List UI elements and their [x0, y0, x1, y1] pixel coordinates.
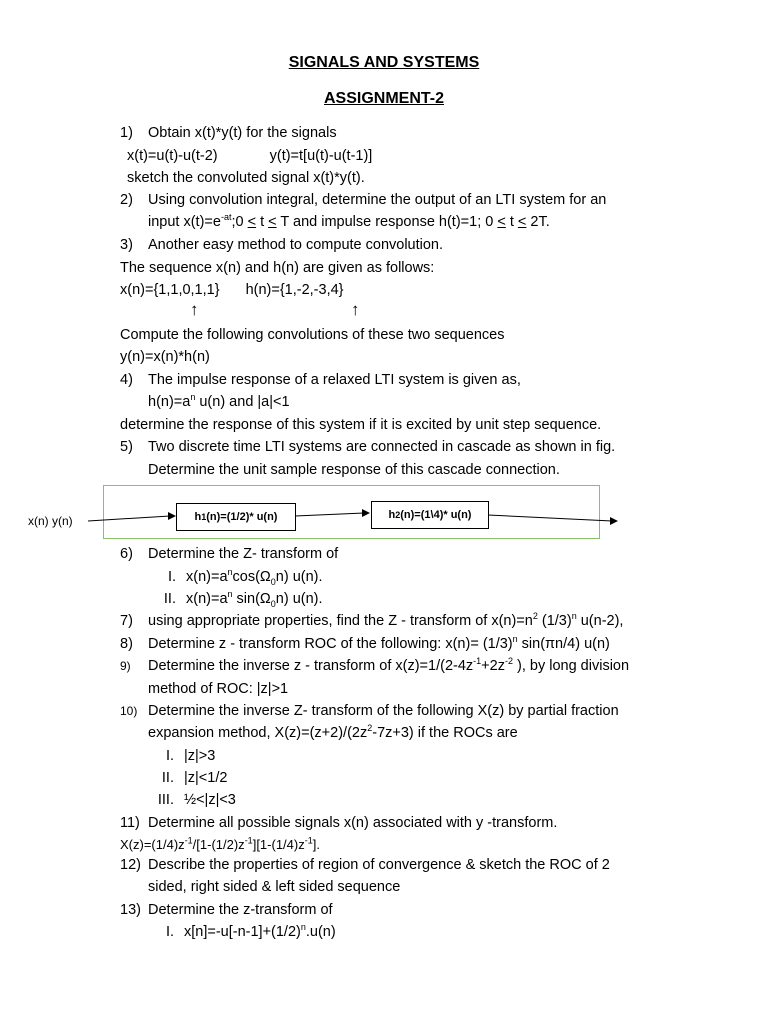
q13-number: 13) — [120, 902, 141, 918]
q10-number: 10) — [120, 704, 138, 718]
q8-number: 8) — [120, 636, 133, 652]
q6-line1: 6) Determine the Z- transform of — [120, 546, 339, 562]
q12-line1: 12) Describe the properties of region of convergence & sketch the ROC of 2 — [120, 857, 610, 873]
q12-line2: sided, right sided & left sided sequence — [148, 879, 401, 895]
h-origin-arrow-icon: ↑ — [351, 300, 360, 319]
q3-line5: y(n)=x(n)*h(n) — [120, 349, 210, 365]
q6-number: 6) — [120, 546, 133, 562]
diagram-input-label: x(n) y(n) — [28, 514, 73, 528]
q10-item-i: I. |z|>3 — [165, 748, 216, 764]
h1-block: h 1 (n)=(1/2)* u(n) — [176, 503, 296, 531]
h2-block: h 2 (n)=(1\4)* u(n) — [371, 501, 489, 529]
q10-item-iii: III. ½<|z|<3 — [157, 792, 236, 808]
q3-line2: The sequence x(n) and h(n) are given as follows: — [120, 260, 435, 276]
q2-line1: 2) Using convolution integral, determine the output of an LTI system for an — [120, 192, 607, 208]
q11-line2: $X(z)=(1/4)z^{-1}/[1-(1/2)z^{-1}][1-(1/4)z^{-1}]$. — [120, 835, 320, 852]
document-subtitle: ASSIGNMENT-2 — [323, 90, 444, 107]
q10-line2: expansion method, $X(z)=(z+2)/(2z^2-7z+3)$ if the ROCs are — [148, 723, 518, 741]
middle-wire — [295, 513, 364, 516]
output-arrowhead-icon — [610, 517, 618, 525]
document-title: SIGNALS AND SYSTEMS — [288, 54, 480, 71]
q2-line2: input $x(t)=e^{-at};0 < t < T$ and impulse response h(t)=1; 0 < t < 2T. — [148, 212, 550, 230]
input-arrowhead-icon — [168, 512, 176, 520]
q1-number: 1) — [120, 125, 133, 141]
q6-item-i: I. $x(n)=a^n\cos(\Omega_0n)$ u(n). — [167, 567, 323, 587]
h-sequence: h(n)={1,-2,-3,4} — [245, 282, 344, 298]
middle-arrowhead-icon — [362, 509, 370, 517]
q7-number: 7) — [120, 613, 133, 629]
q9-line2: method of ROC: |z|>1 — [148, 681, 289, 697]
q6-item-ii: II. $x(n)=a^n$ $\sin(\Omega_0n)$ u(n). — [163, 589, 323, 609]
q12-number: 12) — [120, 857, 141, 873]
q5-number: 5) — [120, 439, 133, 455]
q4-number: 4) — [120, 372, 133, 388]
q3-line4: Compute the following convolutions of these two sequences — [120, 327, 505, 343]
q10-line1: 10) Determine the inverse Z- transform of the following X(z) by partial fraction — [120, 703, 619, 719]
x-sequence: x(n)={1,1,0,1,1} — [120, 282, 220, 298]
q4-line2: $h(n)=a^n$ u(n) and |a|<1 — [148, 392, 290, 410]
q11-line1: 11) Determine all possible signals x(n) associated with y -transform. — [120, 815, 558, 831]
x-origin-arrow-icon: ↑ — [190, 300, 199, 319]
q4-line1: 4) The impulse response of a relaxed LTI system is given as, — [120, 372, 521, 388]
q13-line1: 13) Determine the z-transform of — [120, 902, 333, 918]
output-wire — [488, 515, 612, 521]
q5-line1: 5) Two discrete time LTI systems are connected in cascade as shown in fig. — [120, 439, 616, 455]
q9-number: 9) — [120, 659, 131, 673]
q1-line3: sketch the convoluted signal x(t)*y(t). — [127, 170, 365, 186]
q3-number: 3) — [120, 237, 133, 253]
q7-line1: 7) using appropriate properties, find the Z - transform of $x(n)=n^2$ $(1/3)^n$ u(n-2), — [120, 611, 624, 629]
q8-line1: 8) Determine z - transform ROC of the following: $x(n)= (1/3)^n$ sin(πn/4) u(n) — [120, 634, 610, 652]
q2-number: 2) — [120, 192, 133, 208]
q11-number: 11) — [120, 815, 140, 831]
q5-line2: Determine the unit sample response of this cascade connection. — [148, 462, 560, 478]
q13-item-i: I. $x[n]=-u[-n-1]+(1/2)^n.u(n)$ — [165, 922, 336, 940]
q1-line2: x(t)=u(t)-u(t-2) y(t)=t[u(t)-u(t-1)] — [127, 148, 373, 164]
q1-line1: 1) Obtain x(t)*y(t) for the signals — [120, 125, 337, 141]
q3-line1: 3) Another easy method to compute convolution. — [120, 237, 444, 253]
q10-item-ii: II. |z|<1/2 — [161, 770, 228, 786]
q9-line1: 9) Determine the inverse z - transform of $x(z)=1/(2-4z^{-1}+2z^{-2}$ ), by long division — [120, 656, 630, 674]
input-wire — [88, 516, 170, 521]
q4-line3: determine the response of this system if it is excited by unit step sequence. — [120, 417, 602, 433]
